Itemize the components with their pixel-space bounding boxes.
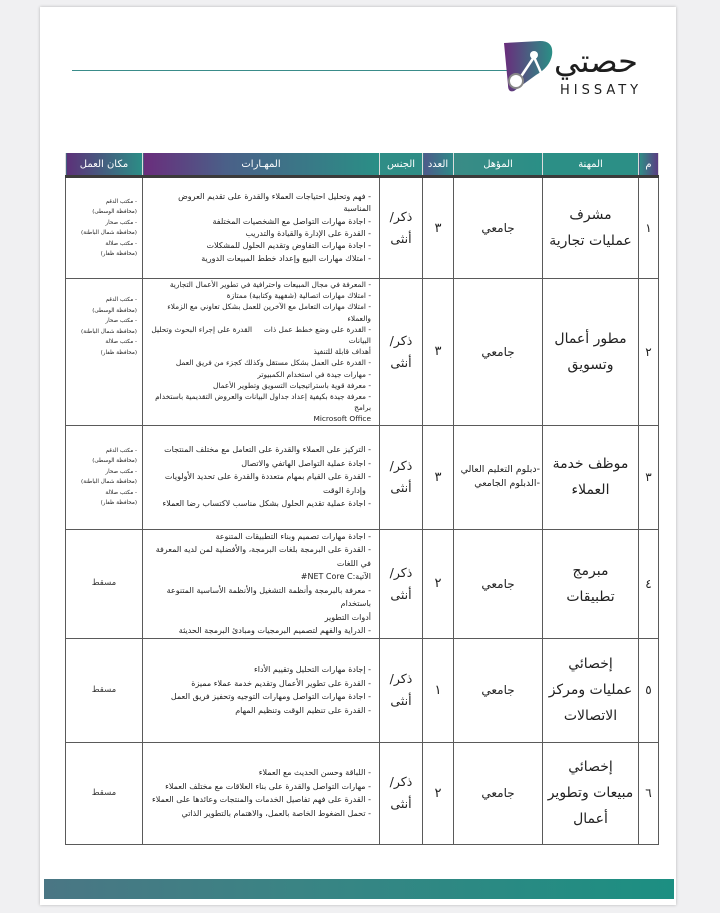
skill-item: - التركيز على العملاء والقدرة على التعامل مع مختلف المنتجات: [164, 445, 371, 455]
skill-item: - مهارات التواصل والقدرة على بناء العلاقات مع مختلف العملاء: [165, 781, 371, 791]
row-index: ٥: [639, 638, 659, 742]
table-header-row: [66, 153, 659, 177]
location-line: (محافظة شمال الباطنة): [81, 479, 137, 486]
table-row: [66, 742, 659, 844]
skill-item: - القدرة على وضع خطط عمل ذات القدرة على إجراء البحوث وتحليل البيانات: [148, 324, 371, 346]
header-skills: المهـارات: [143, 153, 380, 177]
skill-item: Microsoft Office: [313, 414, 371, 424]
logo-english-text: HISSATY: [560, 83, 643, 98]
skill-item: - القدرة على فهم تفاصيل الخدمات والمنتجات وعائدها على العملاء: [152, 795, 371, 805]
row-location: مسقط: [66, 638, 143, 742]
row-count: ٣: [423, 177, 454, 279]
skill-item: أدوات التطوير: [324, 612, 371, 622]
skill-item: - تحمل الضغوط الخاصة بالعمل، والاهتمام بالتطوير الذاتي: [181, 808, 371, 818]
skill-item: - القدرة على تنظيم الوقت وتنظيم المهام: [235, 705, 371, 715]
row-qualification: جامعي: [454, 742, 543, 844]
footer-bar: [44, 879, 674, 899]
location-line: (محافظة الوسطى): [92, 209, 137, 215]
location-line: - مكتب صحار: [105, 219, 137, 226]
table-row: [66, 425, 659, 529]
row-skills: [143, 279, 380, 426]
skill-item: - اجادة مهارات تصميم وبناء التطبيقات المتنوعة: [215, 531, 371, 541]
location-line: (محافظة ظفار): [100, 251, 137, 257]
skill-item: - معرفة قوية باستراتيجيات التسويق وتطوير الأعمال: [213, 380, 371, 390]
table-row: [66, 279, 659, 426]
skill-item: - إجادة مهارات التحليل وتقييم الأداء: [254, 665, 371, 675]
skill-item: - مهارات جيدة في استخدام الكمبيوتر: [257, 369, 371, 379]
row-job: مبرمج تطبيقات: [543, 529, 639, 638]
row-location: [66, 279, 143, 426]
row-job: إخصائي عمليات ومركز الاتصالات: [543, 638, 639, 742]
header-index: م: [639, 153, 659, 177]
row-index: ٤: [639, 529, 659, 638]
skill-item: - امتلاك مهارات اتصالية (شفهية وكتابية) ممتازة: [226, 291, 371, 301]
row-qualification: جامعي: [454, 529, 543, 638]
location-line: - مكتب الدقم: [105, 297, 137, 303]
skill-item: - الدراية والفهم لتصميم البرمجيات ومبادئ البرمجة الحديثة: [178, 626, 371, 636]
skill-item: - امتلاك مهارات البيع وإعداد خطط المبيعات الدورية: [201, 253, 371, 263]
row-count: ٣: [423, 425, 454, 529]
row-skills: [143, 529, 380, 638]
location-line: (محافظة شمال الباطنة): [81, 328, 137, 335]
skill-item: - القدرة على العمل بشكل مستقل وكذلك كجزء من فريق العمل: [175, 358, 371, 368]
row-gender: ذكر/ أنثى: [380, 177, 423, 279]
table-row: [66, 177, 659, 279]
row-qualification: جامعي: [454, 638, 543, 742]
skill-item: - اللباقة وحسن الحديث مع العملاء: [258, 768, 371, 778]
skill-item: - القدرة على البرمجة بلغات البرمجة، والأفضلية لمن لديه المعرفة في اللغات: [153, 545, 371, 568]
skill-item: - المعرفة في مجال المبيعات واحترافية في تطوير الأعمال التجارية: [169, 280, 371, 289]
skill-item: - اجادة مهارات التواصل مع الشخصيات المختلفة: [212, 216, 371, 226]
skill-item: - فهم وتحليل احتياجات العملاء والقدرة على تقديم العروض المناسبة: [175, 192, 371, 214]
location-line: (محافظة ظفار): [100, 500, 137, 507]
row-location: [66, 425, 143, 529]
row-count: ٣: [423, 279, 454, 426]
row-gender: ذكر/ أنثى: [380, 279, 423, 426]
skill-item: - امتلاك مهارات التعامل مع الآخرين للعمل بشكل تعاوني مع الزملاء والعملاء: [164, 302, 371, 323]
row-gender: ذكر/ أنثى: [380, 529, 423, 638]
header-gender: الجنس: [380, 153, 423, 177]
logo-arabic-text: حصتي: [554, 42, 638, 80]
row-gender: ذكر/ أنثى: [380, 425, 423, 529]
row-location: مسقط: [66, 529, 143, 638]
skill-item: وإدارة الوقت: [322, 485, 371, 495]
location-line: - مكتب صلالة: [105, 240, 137, 247]
row-job: موظف خدمة العملاء: [543, 425, 639, 529]
location-line: (محافظة ظفار): [100, 349, 137, 356]
skill-item: - معرفة بالبرمجة وأنظمة التشغيل والأنظمة الأساسية المتنوعة باستخدام: [164, 585, 371, 609]
location-line: - مكتب صلالة: [105, 339, 137, 345]
location-line: - مكتب الدقم: [105, 447, 137, 454]
location-line: - مكتب صحار: [105, 318, 137, 324]
table-row: [66, 529, 659, 638]
hissaty-logo: [494, 37, 664, 107]
header-location: مكان العمل: [66, 153, 143, 177]
location-line: (محافظة الوسطى): [92, 307, 137, 314]
row-job: إخصائي مبيعات وتطوير أعمال: [543, 742, 639, 844]
skill-item: - اجادة مهارات التواصل ومهارات التوجيه وتحفيز فريق العمل: [170, 692, 371, 702]
row-gender: ذكر/ أنثى: [380, 742, 423, 844]
row-qualification: -دبلوم التعليم العالي -الدبلوم الجامعي: [454, 425, 543, 529]
row-qualification: جامعي: [454, 177, 543, 279]
skill-item: - معرفة جيدة بكيفية إعداد جداول البيانات والعروض التقديمية باستخدام برامج: [152, 392, 371, 413]
header-qualification: المؤهل: [454, 153, 543, 177]
row-index: ٢: [639, 279, 659, 426]
row-job: مطور أعمال وتسويق: [543, 279, 639, 426]
location-line: - مكتب صحار: [105, 468, 137, 475]
location-line: - مكتب الدقم: [105, 198, 137, 205]
row-location: [66, 177, 143, 279]
skill-item: الآتية:NET Core C#: [300, 572, 371, 582]
header-divider: [72, 70, 522, 71]
skill-item: - اجادة عملية تقديم الحلول بشكل مناسب لاكتساب رضا العملاء: [162, 499, 371, 509]
row-count: ٢: [423, 742, 454, 844]
skill-item: أهداف قابلة للتنفيذ: [313, 347, 371, 357]
header-job: المهنة: [543, 153, 639, 177]
row-skills: [143, 742, 380, 844]
row-skills: [143, 425, 380, 529]
row-skills: [143, 177, 380, 279]
row-index: ١: [639, 177, 659, 279]
row-count: ٢: [423, 529, 454, 638]
skill-item: - اجادة عملية التواصل الهاتفي والاتصال: [241, 458, 371, 468]
row-location: مسقط: [66, 742, 143, 844]
header-count: العدد: [423, 153, 454, 177]
table-row: [66, 638, 659, 742]
row-job: مشرف عمليات تجارية: [543, 177, 639, 279]
location-line: (محافظة الوسطى): [92, 458, 137, 465]
location-line: (محافظة شمال الباطنة): [81, 230, 137, 236]
skill-item: - اجادة مهارات التفاوض وتقديم الحلول للمشكلات: [206, 241, 371, 251]
skill-item: - القدرة على الإدارة والقيادة والتدريب: [245, 229, 371, 238]
row-gender: ذكر/ أنثى: [380, 638, 423, 742]
row-skills: [143, 638, 380, 742]
row-index: ٦: [639, 742, 659, 844]
jobs-table: [65, 153, 659, 845]
row-count: ١: [423, 638, 454, 742]
location-line: - مكتب صلالة: [105, 489, 137, 496]
row-index: ٣: [639, 425, 659, 529]
logo-mark-icon: [500, 37, 556, 93]
skill-item: - القدرة على تطوير الأعمال وتقديم خدمة عملاء مميزة: [191, 678, 371, 688]
row-qualification: جامعي: [454, 279, 543, 426]
document-page: [40, 7, 676, 905]
skill-item: - القدرة على القيام بمهام متعددة والقدرة على تحديد الأولويات: [164, 472, 371, 482]
